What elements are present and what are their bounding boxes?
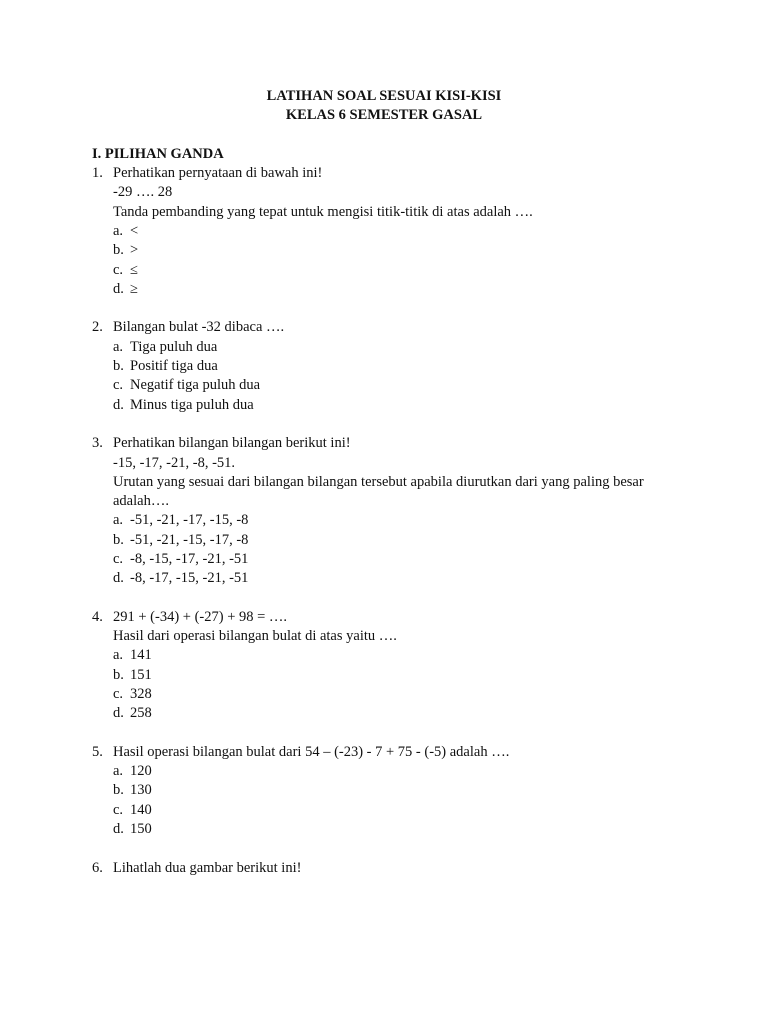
- option-text: 328: [130, 686, 152, 702]
- option-text: Negatif tiga puluh dua: [130, 377, 261, 393]
- option-text: Positif tiga dua: [130, 358, 218, 374]
- question-number: 5.: [92, 744, 103, 760]
- document-title: LATIHAN SOAL SESUAI KISI-KISI: [266, 88, 502, 104]
- question-number: 4.: [92, 609, 103, 625]
- question-text: Urutan yang sesuai dari bilangan bilangan tersebut apabila diurutkan dari yang paling besar: [113, 474, 644, 490]
- question-number: 2.: [92, 319, 103, 335]
- option-letter: b.: [113, 532, 124, 548]
- option-letter: a.: [113, 763, 124, 779]
- option-letter: d.: [113, 397, 124, 413]
- option-letter: c.: [113, 686, 124, 702]
- option-letter: a.: [113, 647, 124, 663]
- option-letter: b.: [113, 782, 124, 798]
- option-letter: d.: [113, 281, 124, 297]
- option-text: 141: [130, 647, 152, 663]
- option-letter: b.: [113, 667, 124, 683]
- question-text: Bilangan bulat -32 dibaca ….: [113, 319, 285, 335]
- option-text: ≥: [130, 281, 138, 297]
- option-letter: d.: [113, 705, 124, 721]
- section-heading: I. PILIHAN GANDA: [92, 146, 224, 162]
- question-number: 3.: [92, 435, 103, 451]
- question-text: Perhatikan pernyataan di bawah ini!: [113, 165, 323, 181]
- question-text: Hasil operasi bilangan bulat dari 54 – (-23) - 7 + 75 - (-5) adalah ….: [113, 744, 510, 760]
- option-text: >: [130, 242, 139, 258]
- question-text: 291 + (-34) + (-27) + 98 = ….: [113, 609, 288, 625]
- option-text: 120: [130, 763, 152, 779]
- option-letter: c.: [113, 802, 124, 818]
- option-letter: a.: [113, 223, 124, 239]
- option-text: -51, -21, -17, -15, -8: [130, 512, 249, 528]
- question-number: 1.: [92, 165, 103, 181]
- option-letter: a.: [113, 512, 124, 528]
- question-number: 6.: [92, 860, 103, 876]
- option-text: <: [130, 223, 139, 239]
- option-text: Tiga puluh dua: [130, 339, 218, 355]
- option-text: 258: [130, 705, 152, 721]
- question-text: adalah….: [113, 493, 169, 509]
- question-text: Tanda pembanding yang tepat untuk mengisi titik-titik di atas adalah ….: [113, 204, 533, 220]
- question-text: -15, -17, -21, -8, -51.: [113, 455, 236, 471]
- question-text: Perhatikan bilangan bilangan berikut ini!: [113, 435, 351, 451]
- option-text: -8, -15, -17, -21, -51: [130, 551, 249, 567]
- question-text: Hasil dari operasi bilangan bulat di atas yaitu ….: [113, 628, 397, 644]
- option-letter: c.: [113, 262, 124, 278]
- option-letter: a.: [113, 339, 124, 355]
- option-text: 151: [130, 667, 152, 683]
- option-text: Minus tiga puluh dua: [130, 397, 254, 413]
- document-subtitle: KELAS 6 SEMESTER GASAL: [285, 107, 483, 123]
- option-letter: c.: [113, 377, 124, 393]
- option-text: 150: [130, 821, 152, 837]
- option-letter: d.: [113, 821, 124, 837]
- option-letter: b.: [113, 358, 124, 374]
- option-text: -8, -17, -15, -21, -51: [130, 570, 249, 586]
- option-text: -51, -21, -15, -17, -8: [130, 532, 249, 548]
- option-letter: d.: [113, 570, 124, 586]
- question-text: Lihatlah dua gambar berikut ini!: [113, 860, 302, 876]
- option-text: 140: [130, 802, 152, 818]
- option-letter: b.: [113, 242, 124, 258]
- option-letter: c.: [113, 551, 124, 567]
- question-text: -29 …. 28: [113, 184, 173, 200]
- option-text: 130: [130, 782, 152, 798]
- option-text: ≤: [130, 262, 138, 278]
